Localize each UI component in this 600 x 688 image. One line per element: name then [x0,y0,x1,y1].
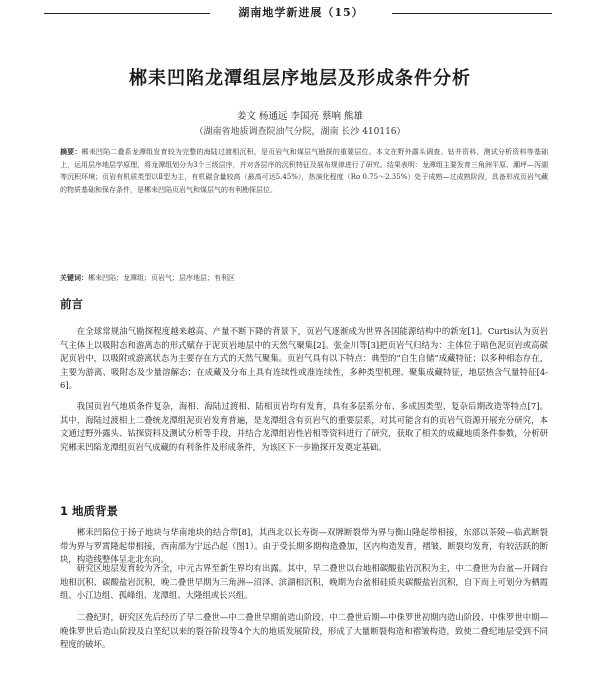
keywords-label: 关键词： [60,273,88,282]
article-authors: 姜文 杨通远 李国亮 蔡响 熊雄 [236,111,364,122]
article-title: 郴耒凹陷龙潭组层序地层及形成条件分析 [129,68,471,89]
header-rule-left [44,13,210,14]
abstract [60,146,548,196]
abstract-text: 郴耒凹陷二叠系龙潭组发育较为完整的海陆过渡相沉积，是页岩气和煤层气勘探的重要层位。本文在野外露头调查、钻井资料、测试分析资料等基础上，运用层序地层学原理，将龙潭组划分为3个三级层序，并对各层序的沉积特征及展布规律进行了研究。结果表明：龙潭组主要发育三角洲平原、潮坪—泻湖等沉积环境；页岩有机质类型以Ⅱ型为主，有机碳含量较高（最高可达5.45%），热演化程度（Ro 0.75～2.35%）处于成熟—过成熟阶段，具备形成页岩气藏的物质基础和保存条件，是郴耒凹陷页岩气和煤层气的有利勘探层位。 [60,148,549,194]
keywords [60,272,548,284]
geology-paragraph-1: 郴耒凹陷位于扬子地块与华南地块的结合带[8]，其西北以长寿街—双牌断裂带为界与衡山隆起带相接，东部以茶陵—临武断裂带为界与罗霄隆起带相接，西南部为宁远凸起（图1）。由于受长期多期构造叠加，区内构造发育，褶皱、断裂均发育，有较活跃的断块，构造线整体呈北北东向。 [60,527,548,565]
article-affiliation: （湖南省地质调查院油气分院，湖南 长沙 410116） [194,127,406,137]
keywords-text: 郴耒凹陷；龙潭组；页岩气；层序地层；有利区 [88,274,235,282]
geology-paragraph-2: 研究区地层发育较为齐全，中元古界至新生界均有出露。其中，早二叠世以台地相碳酸盐岩沉积为主，中二叠世为台盆—开阔台地相沉积、碳酸盐岩沉积，晚二叠世早期为三角洲—沼泽、滨湖相沉积，晚期为台盆相硅质夹碳酸盐岩沉积，自下而上可划分为栖霞组、小江边组、孤峰组、龙潭组、大隆组或长兴组。 [60,563,548,601]
running-title: 湖南地学新进展（15） [238,6,364,19]
intro-paragraph-2: 我国页岩气地质条件复杂，海相、海陆过渡相、陆相页岩均有发育，具有多层系分布、多成因类型、复杂后期改造等特点[7]。其中，海陆过渡相上二叠统龙潭组泥页岩发育普遍，是龙潭组含有页岩气的重要层系，对其可能含有的页岩气资源开展充分研究，本文通过野外露头、钻探资料及测试分析等手段，并结合龙潭组岩性岩相等资料进行了研究，获取了相关的成藏地质条件参数，分析研究郴耒凹陷龙潭组页岩气成藏的有利条件及形成条件，为该区下一步勘探开发奠定基础。 [60,401,548,452]
abstract-label: 摘要： [60,147,82,156]
section-heading-intro: 前言 [60,297,83,311]
running-header [0,4,600,22]
header-rule-right [392,13,552,14]
section-heading-geology: 1 地质背景 [60,504,119,518]
geology-paragraph-3: 二叠纪时，研究区先后经历了早二叠世—中二叠世早期前造山阶段、中二叠世后期—中侏罗世初期内造山阶段、中侏罗世中期—晚侏罗世后造山阶段及白垩纪以来的裂谷阶段等4个大的地质发展阶段，形成了大量断裂构造和褶皱构造，致使二叠纪地层受到不同程度的破坏。 [60,612,548,650]
intro-paragraph-1: 在全球常规油气勘探程度越来越高、产量不断下降的背景下，页岩气逐渐成为世界各国能源结构中的新宠[1]。Curtis认为页岩气主体上以吸附态和游离态的形式赋存于泥页岩地层中的天然气聚集[2]。张金川等[3]把页岩气归结为：主体位于暗色泥页岩或高碳泥页岩中，以吸附或游离状态为主要存在方式的天然气聚集。页岩气具有以下特点：典型的“自生自储”成藏特征；以多种相态存在，主要为游离、吸附态及少量溶解态；在成藏及分布上具有连续性或准连续性，多种类型机理、聚集成藏特征，地层热含气量特征[4-6]。 [60,326,548,391]
